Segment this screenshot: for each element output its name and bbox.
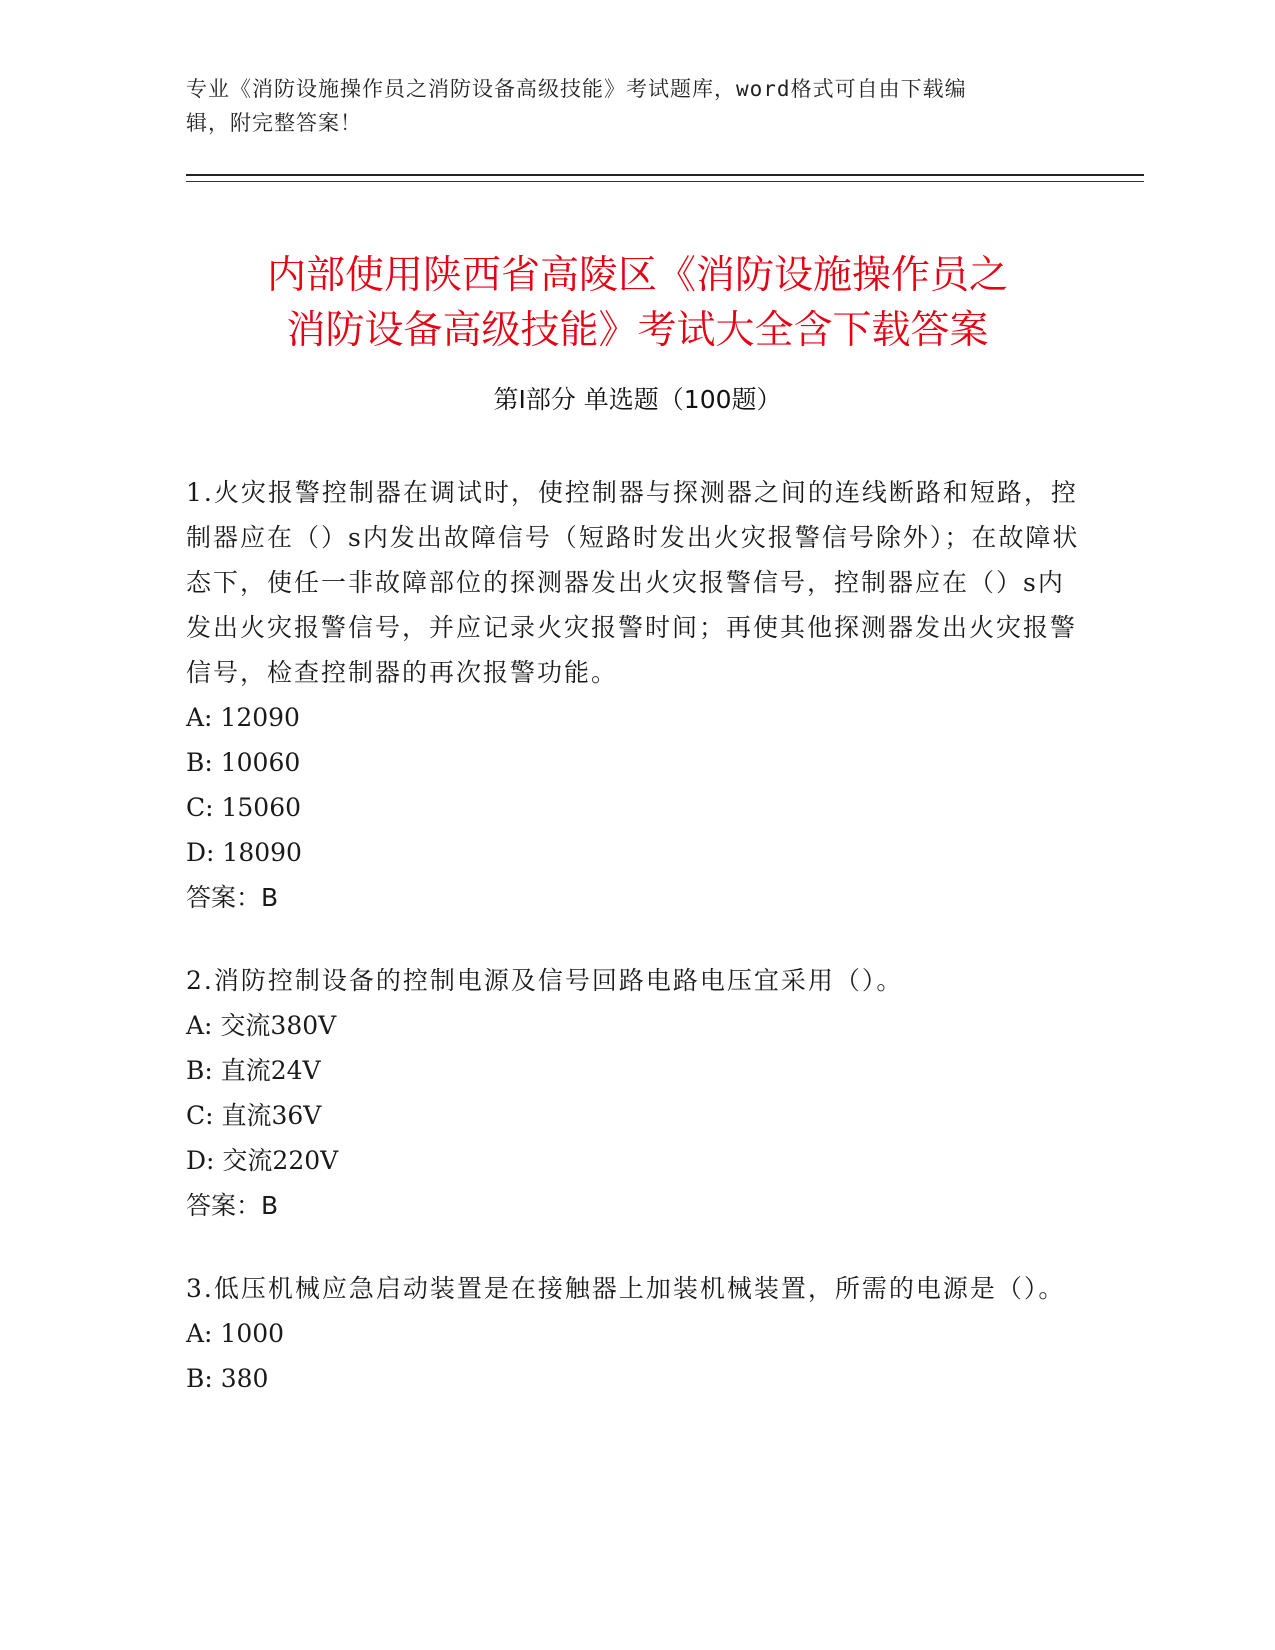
header-note-line2: 辑，附完整答案！ bbox=[186, 111, 362, 135]
title-line1: 内部使用陕西省高陵区《消防设施操作员之 bbox=[266, 253, 1008, 299]
header-rule-thin bbox=[186, 181, 1144, 182]
option-b: B: 直流24V bbox=[186, 1056, 321, 1085]
option-a: A: 12090 bbox=[186, 703, 300, 732]
option-c: C: 直流36V bbox=[186, 1101, 322, 1130]
answer: 答案：B bbox=[186, 883, 279, 912]
option-d: D: 18090 bbox=[186, 838, 302, 867]
header-note bbox=[186, 72, 1066, 140]
option-b: B: 380 bbox=[186, 1364, 269, 1393]
option-c: C: 15060 bbox=[186, 793, 302, 822]
question-text: 2.消防控制设备的控制电源及信号回路电路电压宜采用（）。 bbox=[186, 966, 904, 995]
option-d: D: 交流220V bbox=[186, 1146, 339, 1175]
question-2 bbox=[186, 958, 1086, 1228]
question-3 bbox=[186, 1266, 1086, 1401]
option-b: B: 10060 bbox=[186, 748, 301, 777]
question-list bbox=[186, 470, 1086, 1439]
answer: 答案：B bbox=[186, 1191, 279, 1220]
option-a: A: 1000 bbox=[186, 1319, 285, 1348]
header-note-line1: 专业《消防设施操作员之消防设备高级技能》考试题库，word格式可自由下载编 bbox=[186, 77, 967, 101]
section-heading: 第Ⅰ部分 单选题（100题） bbox=[493, 385, 782, 414]
header-rule-thick bbox=[186, 174, 1144, 176]
question-text: 1.火灾报警控制器在调试时，使控制器与探测器之间的连线断路和短路，控制器应在（）s内发出故障信号（短路时发出火灾报警信号除外）；在故障状态下，使任一非故障部位的探测器发出火灾报警信号，控制器应在（）s内发出火灾报警信号，并应记录火灾报警时间；再使其他探测器发出火灾报警信号，检查控制器的再次报警功能。 bbox=[186, 478, 1080, 687]
title-line2: 消防设备高级技能》考试大全含下载答案 bbox=[286, 308, 989, 354]
document-title bbox=[150, 248, 1125, 358]
question-1 bbox=[186, 470, 1086, 920]
option-a: A: 交流380V bbox=[186, 1011, 337, 1040]
question-text: 3.低压机械应急启动装置是在接触器上加装机械装置，所需的电源是（）。 bbox=[186, 1274, 1066, 1303]
